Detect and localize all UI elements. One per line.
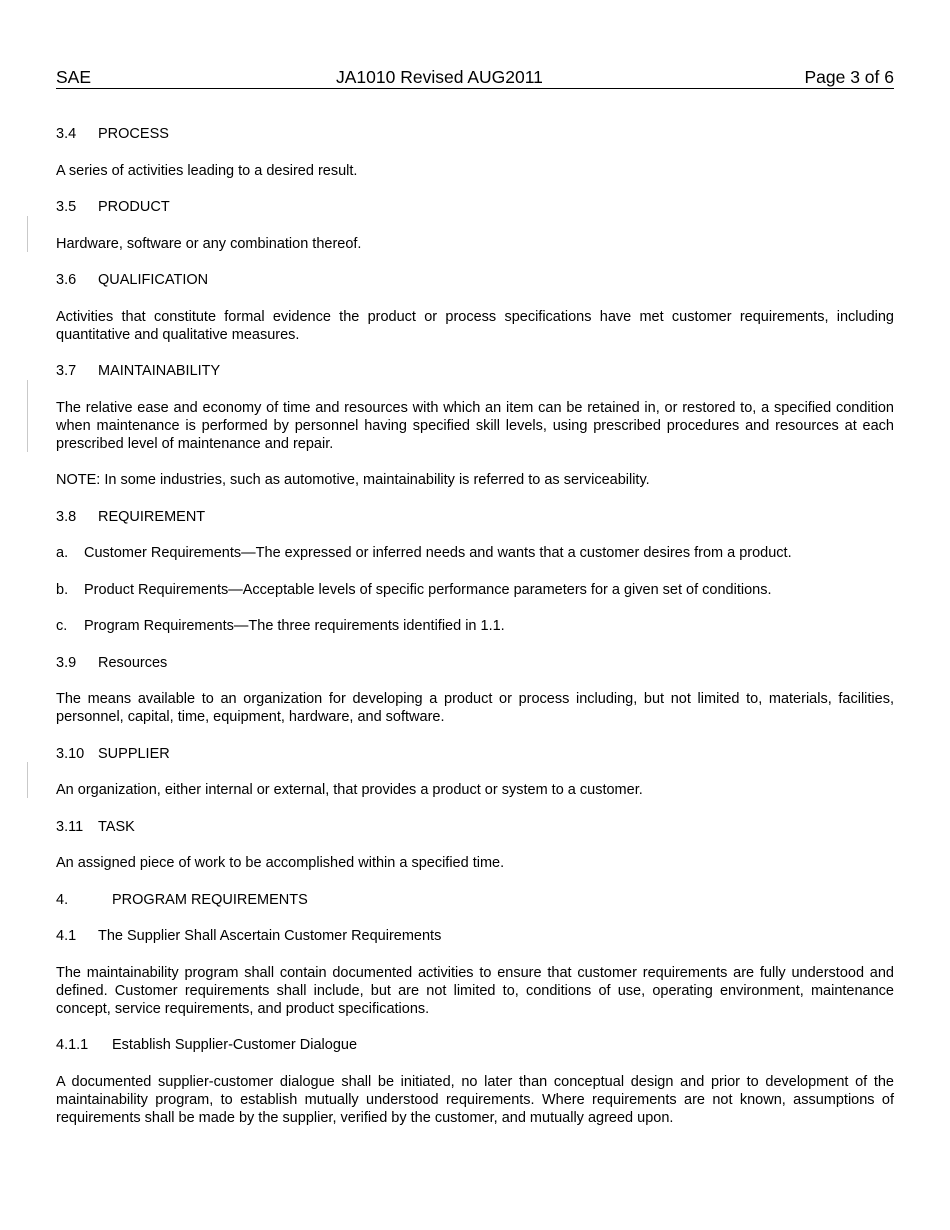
section-heading: 4.1 The Supplier Shall Ascertain Customer Requirements xyxy=(56,928,442,944)
list-item: c. Program Requirements—The three requirements identified in 1.1. xyxy=(56,618,505,634)
header-page-number: Page 3 of 6 xyxy=(804,67,894,87)
section-heading: 3.4 PROCESS xyxy=(56,126,169,142)
section-text: The means available to an organization for developing a product or process including, but not limited to, materials, facilities, personnel, capital, time, equipment, hardware, and software. xyxy=(56,691,894,725)
section-heading: 4.1.1 Establish Supplier-Customer Dialogue xyxy=(56,1037,358,1053)
section-text: The relative ease and economy of time and resources with which an item can be retained in, or restored to, a specified condition when maintenance is performed by personnel having specified skill levels, using prescribed procedures and resources at each prescribed level of maintenance and repair. xyxy=(56,400,894,452)
list-item: b. Product Requirements—Acceptable levels of specific performance parameters for a given set of conditions. xyxy=(56,582,772,598)
page-header xyxy=(56,66,894,89)
section-heading: 3.7 MAINTAINABILITY xyxy=(56,363,221,379)
section-heading: 3.11 TASK xyxy=(56,819,135,835)
section-heading: 3.9 Resources xyxy=(56,655,168,671)
section-text: Hardware, software or any combination thereof. xyxy=(56,236,362,252)
change-bar xyxy=(27,216,28,252)
change-bar xyxy=(27,762,28,798)
section-text: An assigned piece of work to be accomplished within a specified time. xyxy=(56,855,505,871)
change-bar xyxy=(27,380,28,452)
section-heading: 3.10 SUPPLIER xyxy=(56,746,170,762)
note-text: NOTE: In some industries, such as automotive, maintainability is referred to as serviceability. xyxy=(56,472,650,488)
header-doc-id: JA1010 Revised AUG2011 xyxy=(336,67,543,87)
section-text: A series of activities leading to a desired result. xyxy=(56,163,358,179)
section-text: Activities that constitute formal evidence the product or process specifications have met customer requirements, including quantitative and qualitative measures. xyxy=(56,309,894,343)
section-heading: 3.6 QUALIFICATION xyxy=(56,272,209,288)
list-item: a. Customer Requirements—The expressed or inferred needs and wants that a customer desires from a product. xyxy=(56,545,792,561)
section-heading: 4. PROGRAM REQUIREMENTS xyxy=(56,892,308,908)
section-heading: 3.5 PRODUCT xyxy=(56,199,170,215)
section-heading: 3.8 REQUIREMENT xyxy=(56,509,206,525)
header-org: SAE xyxy=(56,67,92,87)
section-text: A documented supplier-customer dialogue shall be initiated, no later than conceptual design and prior to development of the maintainability program, to establish mutually understood requirements. Where requirements are not known, assumptions of requirements shall be made by the supplier, verified by the customer, and mutually agreed upon. xyxy=(56,1074,894,1126)
section-text: The maintainability program shall contain documented activities to ensure that customer requirements are fully understood and defined. Customer requirements shall include, but are not limited to, conditions of use, operating environment, maintenance concept, service requirements, and product specifications. xyxy=(56,965,894,1017)
section-text: An organization, either internal or external, that provides a product or system to a customer. xyxy=(56,782,643,798)
